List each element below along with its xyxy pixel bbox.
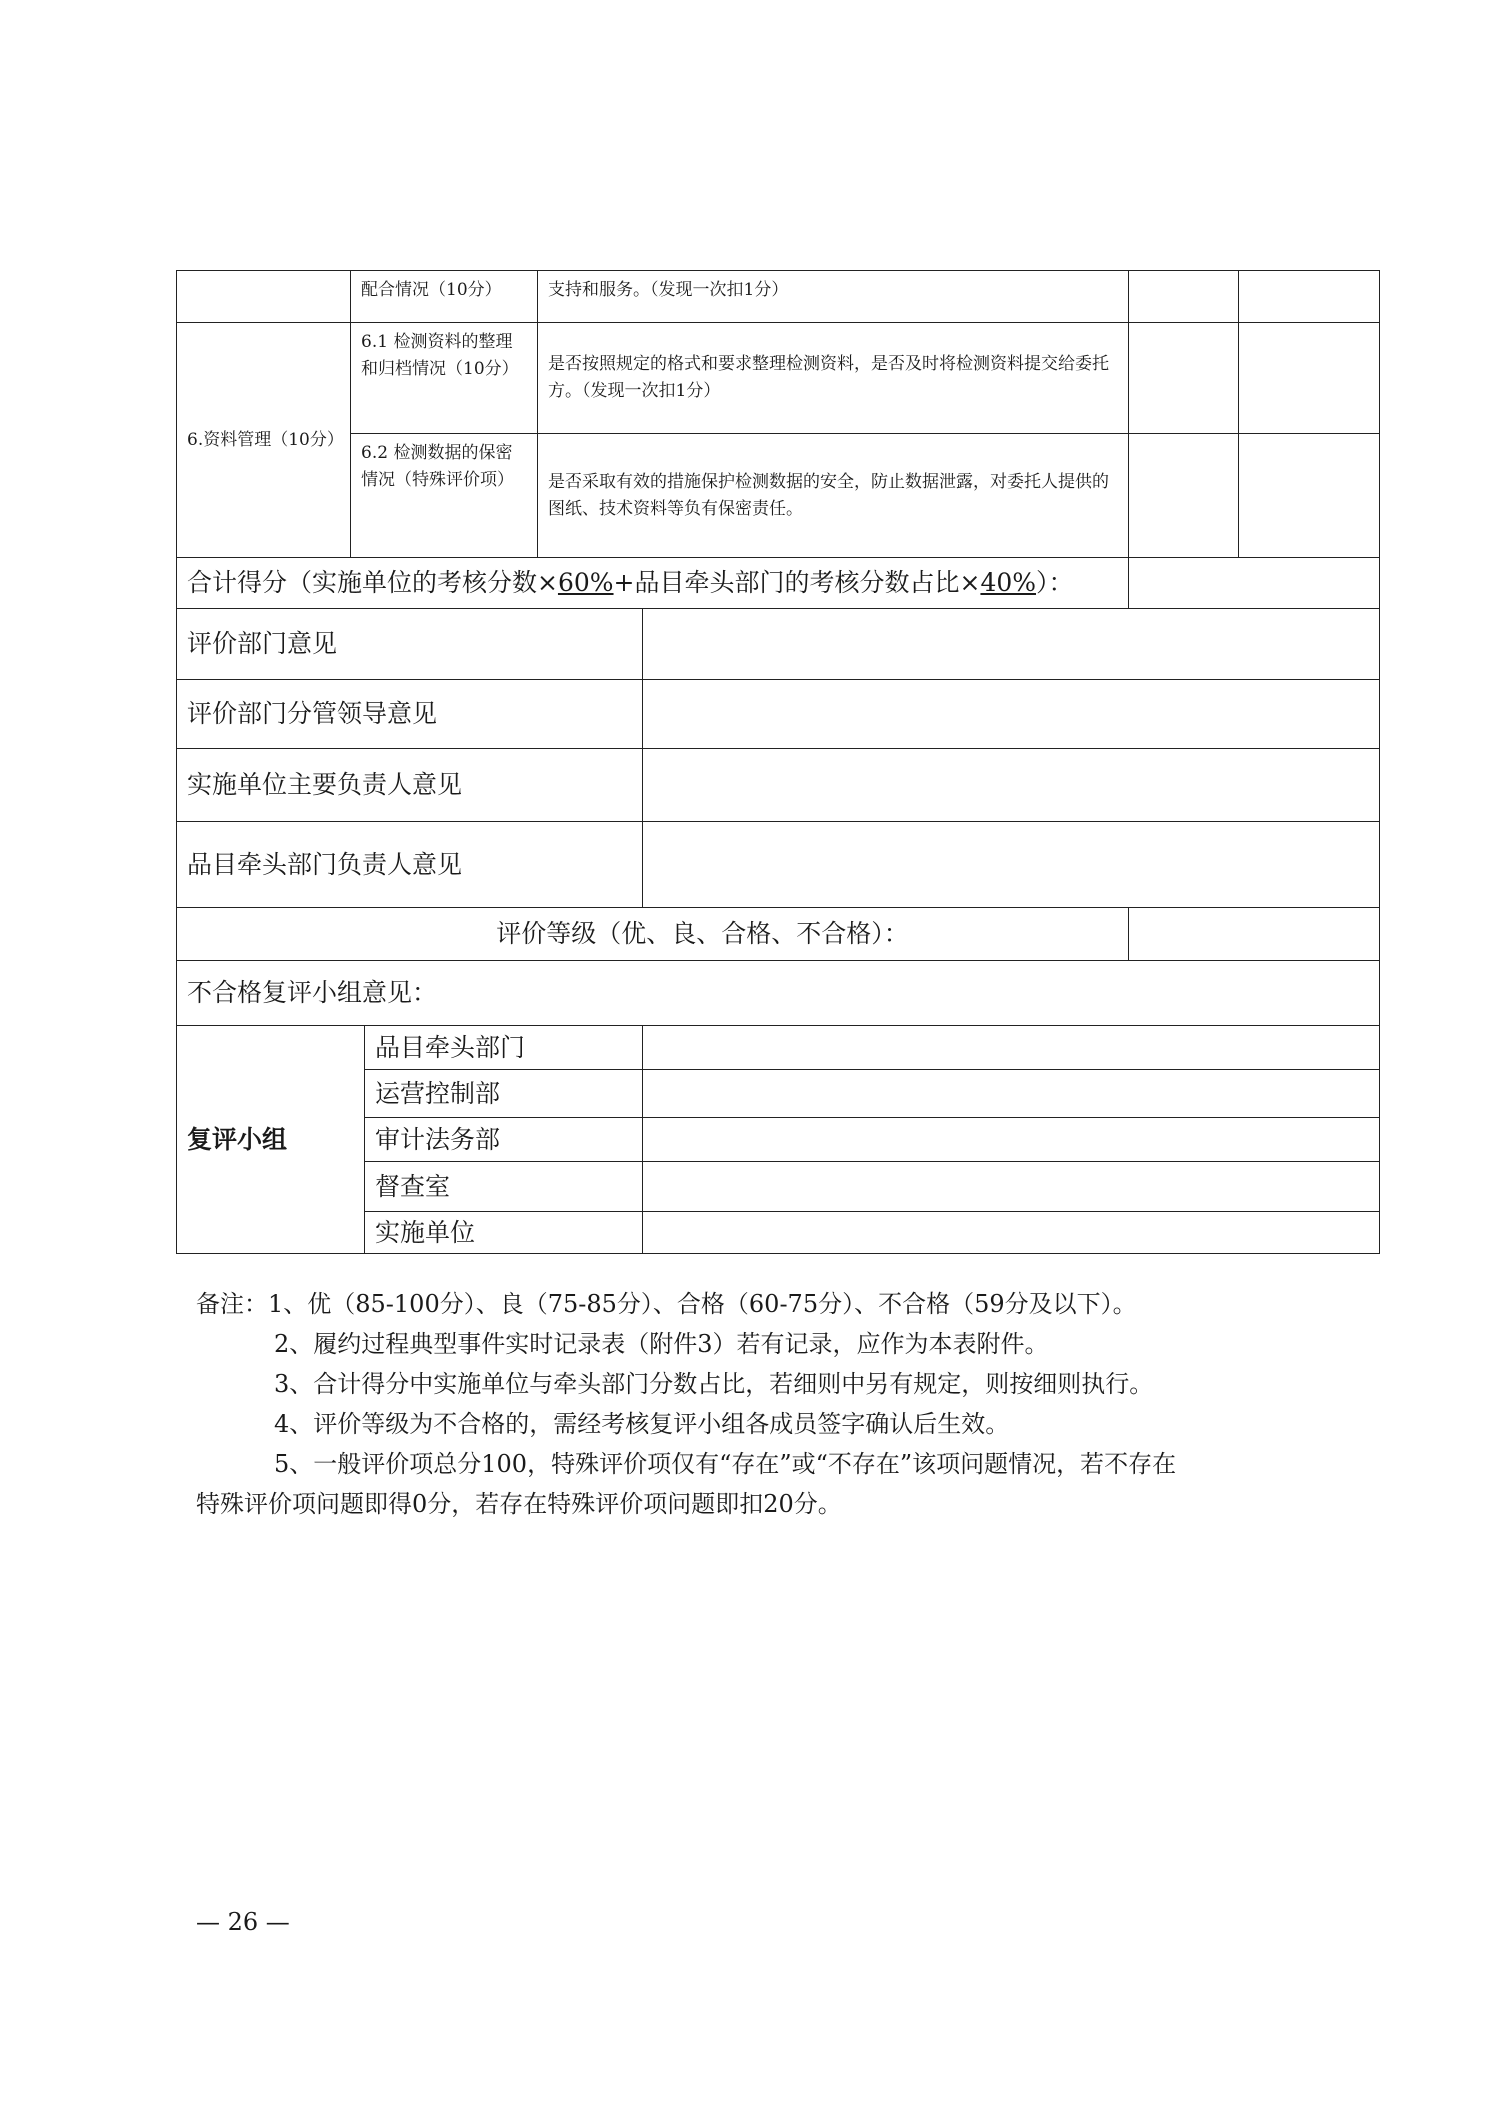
total-score-value-cell[interactable]: [1128, 557, 1380, 609]
total-prefix: 合计得分（实施单位的考核分数×: [187, 568, 558, 597]
review-signature-cell[interactable]: [642, 1069, 1380, 1118]
review-member-label: 运营控制部: [375, 1078, 501, 1108]
review-member-label: 审计法务部: [375, 1124, 501, 1154]
note-line: 4、评价等级为不合格的，需经考核复评小组各成员签字确认后生效。: [274, 1410, 1010, 1438]
total-pct-unit: 60%: [557, 568, 614, 597]
opinion-value-cell[interactable]: [642, 679, 1380, 749]
opinion-label: 评价部门意见: [187, 629, 338, 658]
grade-label: 评价等级（优、良、合格、不合格）：: [496, 919, 909, 948]
total-score-label-cell: [176, 557, 1129, 609]
page-number: — 26 —: [196, 1908, 290, 1936]
failed-review-cell[interactable]: [176, 960, 1380, 1026]
failed-review-label: 不合格复评小组意见：: [187, 978, 438, 1007]
score-cell: [1128, 433, 1239, 558]
opinion-value-cell[interactable]: [642, 821, 1380, 908]
review-signature-cell[interactable]: [642, 1161, 1380, 1212]
item-text: 6.1 检测资料的整理和归档情况（10分）: [361, 332, 519, 379]
item-text: 配合情况（10分）: [361, 280, 502, 300]
review-member-cell: [364, 1161, 643, 1212]
opinion-label: 评价部门分管领导意见: [187, 699, 438, 728]
score-cell: [1128, 270, 1239, 323]
opinion-value-cell[interactable]: [642, 748, 1380, 822]
note-line: 备注：1、优（85-100分）、良（75-85分）、合格（60-75分）、不合格（59分及以下）。: [196, 1290, 1137, 1318]
criteria-cell: [537, 433, 1129, 558]
criteria-text: 是否采取有效的措施保护检测数据的安全，防止数据泄露，对委托人提供的图纸、技术资料等负有保密责任。: [548, 471, 1109, 519]
total-pct-lead: 40%: [980, 568, 1037, 597]
score-cell: [1238, 322, 1380, 434]
review-signature-cell[interactable]: [642, 1025, 1380, 1070]
total-suffix: ）：: [1036, 568, 1074, 597]
criteria-cell: [537, 322, 1129, 434]
note-line: 3、合计得分中实施单位与牵头部门分数占比，若细则中另有规定，则按细则执行。: [274, 1370, 1154, 1398]
review-member-cell: [364, 1211, 643, 1254]
opinion-label-cell: [176, 821, 643, 908]
item-cell: [350, 270, 538, 323]
note-line: 2、履约过程典型事件实时记录表（附件3）若有记录，应作为本表附件。: [274, 1330, 1049, 1358]
criteria-text: 是否按照规定的格式和要求整理检测资料，是否及时将检测资料提交给委托方。（发现一次扣1分）: [548, 354, 1109, 401]
opinion-label: 品目牵头部门负责人意见: [187, 849, 463, 879]
review-member-cell: [364, 1069, 643, 1118]
score-cell: [1238, 270, 1380, 323]
review-member-label: 品目牵头部门: [375, 1032, 526, 1062]
score-cell: [1128, 322, 1239, 434]
review-member-label: 实施单位: [375, 1217, 476, 1247]
opinion-label-cell: [176, 608, 643, 680]
grade-value-cell[interactable]: [1128, 907, 1380, 961]
grade-label-cell: [176, 907, 1129, 961]
opinion-value-cell[interactable]: [642, 608, 1380, 680]
review-member-label: 督查室: [375, 1171, 451, 1201]
review-member-cell: [364, 1025, 643, 1070]
opinion-label: 实施单位主要负责人意见: [187, 770, 463, 799]
category-text: 6.资料管理（10分）: [187, 429, 344, 450]
opinion-label-cell: [176, 748, 643, 822]
notes: [196, 1284, 1346, 1524]
opinion-label-cell: [176, 679, 643, 749]
item-cell: [350, 433, 538, 558]
total-middle: +品目牵头部门的考核分数占比×: [613, 568, 981, 597]
category-cell-section6: [176, 322, 351, 558]
category-cell-empty: [176, 270, 351, 323]
review-member-cell: [364, 1117, 643, 1162]
item-cell: [350, 322, 538, 434]
criteria-text: 支持和服务。（发现一次扣1分）: [548, 280, 789, 300]
note-line-continuation: 特殊评价项问题即得0分，若存在特殊评价项问题即扣20分。: [196, 1490, 842, 1518]
review-signature-cell[interactable]: [642, 1211, 1380, 1254]
item-text: 6.2 检测数据的保密情况（特殊评价项）: [361, 443, 514, 490]
score-cell: [1238, 433, 1380, 558]
criteria-cell: [537, 270, 1129, 323]
review-group-label: 复评小组: [187, 1124, 288, 1154]
note-line: 5、一般评价项总分100，特殊评价项仅有“存在”或“不存在”该项问题情况，若不存在: [274, 1450, 1177, 1478]
review-group-label-cell: [176, 1025, 365, 1254]
review-signature-cell[interactable]: [642, 1117, 1380, 1162]
